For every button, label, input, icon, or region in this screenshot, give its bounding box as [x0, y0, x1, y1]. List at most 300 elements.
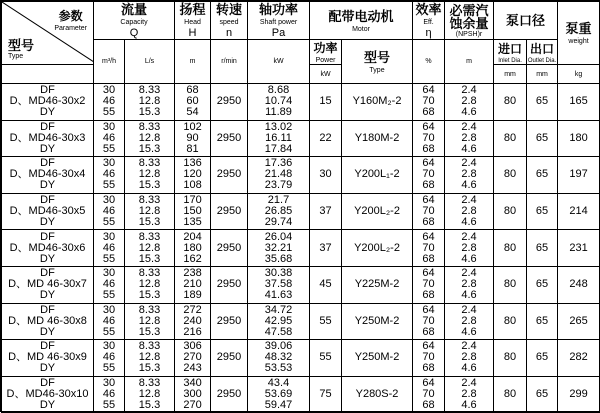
shaft-power-cell-value: 37.58 — [264, 278, 293, 291]
flow-m3h-cell-value: 30 — [102, 84, 116, 97]
eff-cell-value: 64 — [422, 230, 435, 243]
shaft-power-cell-value: 13.02 — [264, 120, 293, 133]
npsh-cell — [445, 84, 494, 121]
flow-ls-cell — [125, 84, 175, 121]
motor-type-cell: Y280S-2 — [342, 376, 413, 413]
shaft-power-cell — [248, 157, 310, 194]
outlet-header: 出口 Outlet Dia. — [527, 41, 557, 64]
model-line: D、MD46-30x5 — [9, 205, 86, 218]
pump-spec-table — [1, 1, 600, 413]
npsh-cell-value: 2.8 — [461, 205, 477, 218]
head-cell-value: 54 — [186, 106, 199, 119]
shaft-power-cell-value: 32.21 — [264, 241, 293, 254]
eff-unit: % — [413, 40, 445, 84]
eff-cell — [413, 266, 445, 303]
shaft-power-header: 轴功率 Shaft power Pa — [248, 2, 310, 40]
eff-cell — [413, 230, 445, 267]
model-cell — [2, 340, 94, 377]
head-cell-value: 306 — [183, 340, 202, 353]
flow-ls-cell — [125, 266, 175, 303]
flow-ls-cell-value: 8.33 — [138, 267, 161, 280]
flow-m3h-cell-value: 46 — [102, 278, 116, 291]
speed-unit: r/min — [211, 40, 248, 84]
flow-m3h-cell-value: 46 — [102, 205, 116, 218]
flow-m3h-cell — [94, 303, 125, 340]
flow-ls-cell — [125, 340, 175, 377]
inlet-header: 进口 Inlet Dia. — [494, 40, 527, 65]
shaft-power-cell-value: 11.89 — [265, 106, 292, 119]
eff-cell-value: 70 — [422, 351, 435, 364]
flow-m3h-cell-value: 55 — [102, 252, 116, 265]
flow-ls-cell-value: 12.8 — [138, 278, 161, 291]
npsh-cell-value: 4.6 — [461, 216, 477, 229]
npsh-cell-value: 2.4 — [461, 267, 477, 280]
flow-ls-unit: L/s — [125, 40, 175, 84]
head-cell-value: 90 — [186, 131, 199, 144]
flow-m3h-cell-value: 30 — [102, 194, 116, 207]
flow-ls-cell-value: 12.8 — [138, 168, 161, 181]
eff-cell — [413, 376, 445, 413]
npsh-cell-value: 2.4 — [461, 120, 477, 133]
motor-power-cell: 37 — [310, 193, 342, 230]
npsh-cell — [445, 266, 494, 303]
head-unit: m — [175, 40, 211, 84]
npsh-cell-value: 2.8 — [461, 388, 477, 401]
shaft-power-cell-value: 53.69 — [264, 388, 293, 401]
model-line: D、MD46-30x3 — [9, 131, 86, 144]
param-type-header — [2, 2, 94, 65]
motor-type-cell: Y200L₂-2 — [342, 230, 413, 267]
shaft-power-cell-value: 53.53 — [264, 362, 293, 375]
speed-header: 转速 speed n — [211, 2, 248, 40]
motor-power-unit: kW — [310, 65, 342, 84]
model-cell — [2, 376, 94, 413]
head-cell-value: 81 — [186, 142, 199, 155]
model-cell — [2, 303, 94, 340]
npsh-cell-value: 4.6 — [461, 106, 477, 119]
shaft-power-cell-value: 48.32 — [264, 351, 293, 364]
weight-cell: 248 — [558, 266, 600, 303]
flow-m3h-cell — [94, 266, 125, 303]
table-row — [2, 303, 600, 340]
head-header: 扬程 Head H — [175, 2, 211, 40]
eff-cell-value: 64 — [422, 84, 435, 97]
npsh-cell-value: 2.4 — [461, 194, 477, 207]
flow-ls-cell-value: 15.3 — [138, 399, 161, 412]
model-line: DF — [40, 157, 55, 170]
flow-m3h-cell-value: 55 — [102, 216, 116, 229]
head-cell — [175, 266, 211, 303]
table-row — [2, 193, 600, 230]
head-cell-value: 102 — [183, 120, 202, 133]
head-cell-value: 136 — [183, 157, 202, 170]
flow-ls-cell-value: 15.3 — [138, 325, 161, 338]
model-cell — [2, 193, 94, 230]
eff-cell-value: 64 — [422, 120, 435, 133]
shaft-power-cell-value: 42.95 — [264, 314, 293, 327]
table-row — [2, 230, 600, 267]
flow-ls-cell-value: 12.8 — [138, 131, 161, 144]
flow-ls-cell-value: 12.8 — [138, 351, 161, 364]
model-line: DF — [40, 340, 55, 353]
shaft-unit: kW — [248, 40, 310, 84]
npsh-cell-value: 2.4 — [461, 230, 477, 243]
model-cell — [2, 230, 94, 267]
flow-ls-cell-value: 15.3 — [138, 252, 161, 265]
model-line: DF — [40, 120, 55, 133]
speed-cell: 2950 — [211, 120, 248, 157]
motor-type-cell: Y250M-2 — [342, 303, 413, 340]
head-cell-value: 68 — [186, 84, 199, 97]
model-line: D、MD46-30x2 — [9, 95, 86, 108]
npsh-cell-value: 4.6 — [461, 362, 477, 375]
flow-m3h-cell-value: 46 — [102, 314, 116, 327]
model-line: DY — [39, 142, 56, 155]
head-cell-value: 270 — [183, 351, 202, 364]
model-line: DY — [39, 362, 56, 375]
npsh-cell-value: 4.6 — [461, 399, 477, 412]
npsh-cell-value: 2.8 — [461, 314, 477, 327]
weight-cell: 231 — [558, 230, 600, 267]
shaft-power-cell-value: 29.74 — [264, 216, 293, 229]
header-row-1 — [2, 2, 600, 40]
flow-m3h-cell-value: 55 — [102, 179, 116, 192]
eff-cell-value: 64 — [422, 303, 435, 316]
shaft-power-cell-value: 16.11 — [265, 131, 292, 144]
outlet-cell: 65 — [527, 193, 558, 230]
eff-cell — [413, 340, 445, 377]
speed-cell: 2950 — [211, 230, 248, 267]
eff-cell-value: 70 — [422, 278, 435, 291]
speed-cell: 2950 — [211, 376, 248, 413]
flow-m3h-cell-value: 30 — [102, 157, 116, 170]
flow-ls-cell — [125, 376, 175, 413]
npsh-cell — [445, 120, 494, 157]
eff-cell-value: 64 — [422, 377, 435, 390]
flow-m3h-cell-value: 46 — [102, 168, 116, 181]
flow-m3h-cell-value: 30 — [102, 377, 116, 390]
outlet-cell: 65 — [527, 230, 558, 267]
npsh-cell-value: 2.4 — [461, 303, 477, 316]
flow-m3h-cell-value: 30 — [102, 340, 116, 353]
flow-m3h-cell — [94, 340, 125, 377]
shaft-power-cell — [248, 193, 310, 230]
eff-cell-value: 70 — [422, 205, 435, 218]
flow-m3h-cell-value: 30 — [102, 120, 116, 133]
head-cell — [175, 120, 211, 157]
table-row — [2, 376, 600, 413]
flow-ls-cell — [125, 157, 175, 194]
shaft-power-cell-value: 23.79 — [264, 179, 293, 192]
npsh-header: 必需汽 蚀余量 (NPSH)r — [445, 2, 494, 40]
head-cell — [175, 376, 211, 413]
eff-cell-value: 70 — [422, 314, 435, 327]
model-line: DF — [40, 377, 55, 390]
table-row — [2, 266, 600, 303]
motor-power-cell: 30 — [310, 157, 342, 194]
flow-m3h-cell-value: 55 — [102, 142, 116, 155]
outlet-cell: 65 — [527, 340, 558, 377]
flow-m3h-cell-value: 30 — [102, 303, 116, 316]
flow-ls-cell-value: 12.8 — [138, 241, 161, 254]
flow-ls-cell-value: 8.33 — [138, 84, 161, 97]
inlet-cell: 80 — [494, 193, 527, 230]
npsh-cell-value: 2.8 — [461, 131, 477, 144]
motor-power-cell: 45 — [310, 266, 342, 303]
shaft-power-cell — [248, 84, 310, 121]
flow-ls-cell-value: 15.3 — [138, 142, 161, 155]
flow-ls-cell-value: 8.33 — [138, 377, 161, 390]
head-cell-value: 240 — [183, 314, 202, 327]
npsh-cell — [445, 193, 494, 230]
flow-ls-cell-value: 12.8 — [138, 95, 161, 108]
eff-cell-value: 68 — [422, 252, 435, 265]
model-line: DY — [39, 216, 56, 229]
eff-cell-value: 68 — [422, 362, 435, 375]
head-cell — [175, 157, 211, 194]
motor-type-cell: Y180M-2 — [342, 120, 413, 157]
flow-ls-cell-value: 8.33 — [138, 194, 161, 207]
weight-cell: 165 — [558, 84, 600, 121]
eff-cell-value: 70 — [422, 131, 435, 144]
model-cell — [2, 157, 94, 194]
outlet-cell: 65 — [527, 84, 558, 121]
head-cell-value: 243 — [183, 362, 202, 375]
weight-cell: 214 — [558, 193, 600, 230]
shaft-power-cell-value: 43.4 — [267, 377, 290, 390]
inlet-cell: 80 — [494, 376, 527, 413]
flow-ls-cell-value: 8.33 — [138, 230, 161, 243]
head-cell-value: 300 — [183, 388, 202, 401]
motor-power-header: 功率 Power — [310, 40, 342, 65]
flow-m3h-cell — [94, 157, 125, 194]
flow-m3h-cell — [94, 376, 125, 413]
shaft-power-cell-value: 26.85 — [264, 205, 293, 218]
head-cell — [175, 84, 211, 121]
eff-cell-value: 64 — [422, 157, 435, 170]
outlet-cell: 65 — [527, 266, 558, 303]
flow-ls-cell-value: 12.8 — [138, 205, 161, 218]
shaft-power-cell-value: 59.47 — [264, 399, 293, 412]
flow-m3h-cell-value: 46 — [102, 95, 116, 108]
eff-cell-value: 70 — [422, 95, 435, 108]
flow-m3h-cell-value: 30 — [102, 230, 116, 243]
head-cell — [175, 340, 211, 377]
model-cell — [2, 266, 94, 303]
npsh-cell-value: 2.8 — [461, 168, 477, 181]
flow-ls-cell-value: 8.33 — [138, 120, 161, 133]
head-cell-value: 340 — [183, 377, 202, 390]
head-cell-value: 272 — [183, 303, 202, 316]
npsh-cell — [445, 157, 494, 194]
motor-type-cell: Y200L₁-2 — [342, 157, 413, 194]
npsh-cell-value: 2.8 — [461, 95, 477, 108]
flow-m3h-cell-value: 55 — [102, 289, 116, 302]
shaft-power-cell-value: 30.38 — [264, 267, 293, 280]
model-cell — [2, 84, 94, 121]
flow-m3h-cell-value: 55 — [102, 106, 116, 119]
model-line: DF — [40, 84, 55, 97]
eff-cell-value: 68 — [422, 216, 435, 229]
motor-power-cell: 55 — [310, 340, 342, 377]
npsh-cell — [445, 230, 494, 267]
flow-m3h-cell — [94, 193, 125, 230]
outlet-cell: 65 — [527, 120, 558, 157]
eff-cell-value: 64 — [422, 194, 435, 207]
model-line: DY — [39, 179, 56, 192]
shaft-power-cell-value: 34.72 — [264, 303, 293, 316]
flow-m3h-cell-value: 46 — [102, 351, 116, 364]
flow-ls-cell-value: 15.3 — [138, 362, 161, 375]
npsh-cell-value: 2.8 — [461, 278, 477, 291]
model-line: DY — [39, 252, 56, 265]
flow-ls-cell-value: 8.33 — [138, 303, 161, 316]
shaft-power-cell — [248, 120, 310, 157]
eff-header: 效率 Eff. η — [413, 2, 445, 40]
model-line: DY — [39, 325, 56, 338]
eff-cell-value: 68 — [422, 289, 435, 302]
shaft-power-cell — [248, 230, 310, 267]
eff-cell — [413, 84, 445, 121]
model-line: D、MD 46-30x9 — [8, 351, 87, 364]
model-line: D、MD46-30x10 — [6, 388, 89, 401]
motor-power-cell: 15 — [310, 84, 342, 121]
speed-cell: 2950 — [211, 303, 248, 340]
flow-m3h-unit: m³/h — [94, 40, 125, 84]
flow-header: 流量 Capacity Q — [94, 2, 175, 40]
weight-cell: 282 — [558, 340, 600, 377]
shaft-power-cell — [248, 266, 310, 303]
eff-cell — [413, 303, 445, 340]
inlet-cell: 80 — [494, 120, 527, 157]
flow-m3h-cell-value: 30 — [102, 267, 116, 280]
inlet-cell: 80 — [494, 266, 527, 303]
npsh-cell-value: 4.6 — [461, 142, 477, 155]
model-line: DY — [39, 399, 56, 412]
table-row — [2, 120, 600, 157]
head-cell — [175, 193, 211, 230]
table-row — [2, 84, 600, 121]
flow-ls-cell-value: 15.3 — [138, 289, 161, 302]
shaft-power-cell — [248, 376, 310, 413]
model-line: D、MD 46-30x8 — [8, 314, 87, 327]
weight-cell: 299 — [558, 376, 600, 413]
flow-ls-cell-value: 15.3 — [138, 216, 161, 229]
head-cell-value: 162 — [183, 252, 202, 265]
flow-m3h-cell-value: 55 — [102, 399, 116, 412]
npsh-cell-value: 2.8 — [461, 351, 477, 364]
inlet-cell: 80 — [494, 157, 527, 194]
flow-ls-cell — [125, 120, 175, 157]
head-cell-value: 108 — [183, 179, 202, 192]
model-line: DF — [40, 303, 55, 316]
eff-cell-value: 70 — [422, 241, 435, 254]
eff-cell-value: 70 — [422, 388, 435, 401]
table-row — [2, 340, 600, 377]
motor-power-cell: 22 — [310, 120, 342, 157]
npsh-cell-value: 2.4 — [461, 157, 477, 170]
motor-type-cell: Y225M-2 — [342, 266, 413, 303]
shaft-power-cell-value: 8.68 — [267, 84, 290, 97]
npsh-unit: m — [445, 40, 494, 84]
eff-cell-value: 68 — [422, 325, 435, 338]
shaft-power-cell-value: 47.58 — [264, 325, 293, 338]
eff-cell-value: 68 — [422, 179, 435, 192]
model-line: DY — [39, 289, 56, 302]
model-cell — [2, 120, 94, 157]
flow-ls-cell-value: 8.33 — [138, 340, 161, 353]
head-cell — [175, 230, 211, 267]
inlet-unit: mm — [494, 65, 527, 84]
eff-cell-value: 70 — [422, 168, 435, 181]
flow-ls-cell — [125, 230, 175, 267]
head-cell-value: 204 — [183, 230, 202, 243]
weight-cell: 180 — [558, 120, 600, 157]
flow-ls-cell — [125, 303, 175, 340]
motor-power-cell: 55 — [310, 303, 342, 340]
shaft-power-cell-value: 10.74 — [264, 95, 293, 108]
speed-cell: 2950 — [211, 157, 248, 194]
model-line: DF — [40, 267, 55, 280]
speed-cell: 2950 — [211, 266, 248, 303]
head-cell-value: 238 — [183, 267, 202, 280]
model-line: DY — [39, 106, 56, 119]
flow-m3h-cell — [94, 120, 125, 157]
head-cell-value: 270 — [183, 399, 202, 412]
flow-m3h-cell — [94, 84, 125, 121]
shaft-power-cell-value: 35.68 — [264, 252, 293, 265]
flow-m3h-cell-value: 46 — [102, 131, 116, 144]
weight-unit: kg — [558, 65, 600, 84]
npsh-cell-value: 2.4 — [461, 84, 477, 97]
flow-ls-cell — [125, 193, 175, 230]
head-cell-value: 210 — [183, 278, 202, 291]
npsh-cell-value: 2.8 — [461, 241, 477, 254]
eff-cell-value: 68 — [422, 142, 435, 155]
flow-ls-cell-value: 15.3 — [138, 106, 161, 119]
shaft-power-cell — [248, 303, 310, 340]
model-line: D、MD46-30x6 — [9, 241, 86, 254]
npsh-cell — [445, 340, 494, 377]
head-cell — [175, 303, 211, 340]
head-cell-value: 60 — [186, 95, 199, 108]
weight-header: 泵重 weight — [558, 2, 600, 65]
port-header: 泵口径 — [494, 2, 558, 40]
shaft-power-cell-value: 39.06 — [264, 340, 293, 353]
motor-power-cell: 37 — [310, 230, 342, 267]
npsh-cell-value: 2.4 — [461, 377, 477, 390]
outlet-unit: mm — [527, 65, 558, 84]
model-line: D、MD46-30x4 — [9, 168, 86, 181]
eff-cell-value: 68 — [422, 106, 435, 119]
outlet-cell: 65 — [527, 376, 558, 413]
flow-ls-cell-value: 8.33 — [138, 157, 161, 170]
type-header: 型号 Type — [8, 38, 35, 60]
npsh-cell-value: 2.4 — [461, 340, 477, 353]
eff-cell — [413, 120, 445, 157]
npsh-cell-value: 4.6 — [461, 179, 477, 192]
flow-m3h-cell-value: 55 — [102, 325, 116, 338]
eff-cell — [413, 157, 445, 194]
head-cell-value: 150 — [183, 205, 202, 218]
flow-ls-cell-value: 12.8 — [138, 314, 161, 327]
weight-cell: 265 — [558, 303, 600, 340]
npsh-cell — [445, 303, 494, 340]
shaft-power-cell — [248, 340, 310, 377]
flow-m3h-cell-value: 55 — [102, 362, 116, 375]
shaft-power-cell-value: 21.7 — [267, 194, 290, 207]
shaft-power-cell-value: 41.63 — [264, 289, 293, 302]
